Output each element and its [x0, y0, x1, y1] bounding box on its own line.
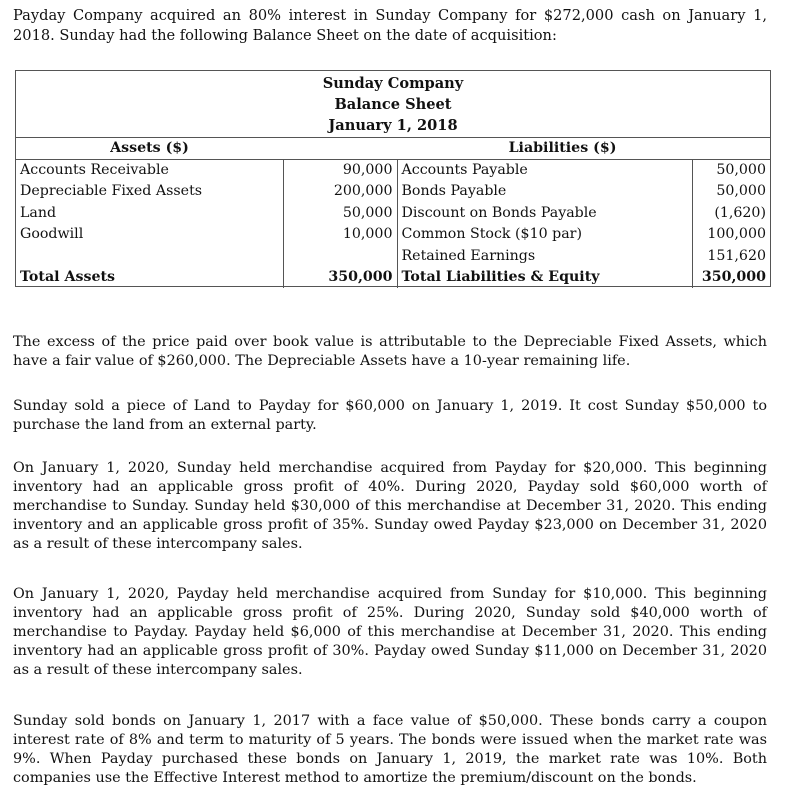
- liability-label: Retained Earnings: [397, 245, 692, 267]
- liabilities-header: Liabilities ($): [397, 138, 692, 160]
- table-row: [16, 202, 770, 224]
- paragraph-upstream-inventory: On January 1, 2020, Payday held merchandise acquired from Sunday for $10,000. This beginning inventory had an applicable gross profit of 25%. During 2020, Sunday sold $40,000 worth of merchandise to Payday. Payday held $6,000 of this merchandise at December 31, 2020. This ending inventory had an applicable gross profit of 30%. Payday owed Sunday $11,000 on December 31, 2020 as a result of these intercompany sales.: [13, 586, 767, 678]
- asset-value: 10,000: [283, 224, 397, 246]
- paragraph-bonds: Sunday sold bonds on January 1, 2017 with a face value of $50,000. These bonds carry a coupon interest rate of 8% and term to maturity of 5 years. The bonds were issued when the market rate was 9%. When Payday purchased these bonds on January 1, 2019, the market rate was 10%. Both companies use the Effective Interest method to amortize the premium/discount on the bonds.: [13, 713, 767, 786]
- liability-label: Accounts Payable: [397, 159, 692, 181]
- paragraph-downstream-inventory: On January 1, 2020, Sunday held merchandise acquired from Payday for $20,000. This beginning inventory had an applicable gross profit of 40%. During 2020, Payday sold $60,000 worth of merchandise to Sunday. Sunday held $30,000 of this merchandise at December 31, 2020. This ending inventory and an applicable gross profit of 35%. Sunday owed Payday $23,000 on December 31, 2020 as a result of these intercompany sales.: [13, 460, 767, 552]
- liability-label: Discount on Bonds Payable: [397, 202, 692, 224]
- liability-label: Bonds Payable: [397, 181, 692, 203]
- asset-value: [283, 245, 397, 267]
- table-row: [16, 245, 770, 267]
- asset-value: 50,000: [283, 202, 397, 224]
- balance-sheet-title: Balance Sheet: [334, 96, 452, 113]
- assets-header: Assets ($): [16, 138, 283, 160]
- liability-value: 151,620: [692, 245, 770, 267]
- total-assets-value: 350,000: [283, 267, 397, 289]
- total-assets-label: Total Assets: [20, 269, 116, 286]
- paragraph-excess-price: The excess of the price paid over book value is attributable to the Depreciable Fixed Assets, which have a fair value of $260,000. The Depreciable Assets have a 10-year remaining life.: [13, 334, 767, 369]
- liability-value: 100,000: [692, 224, 770, 246]
- asset-value: 200,000: [283, 181, 397, 203]
- liability-value: 50,000: [692, 181, 770, 203]
- asset-value: 90,000: [283, 159, 397, 181]
- total-liabilities-value: 350,000: [692, 267, 770, 289]
- asset-label: Accounts Receivable: [20, 162, 169, 178]
- balance-sheet: [15, 70, 771, 287]
- asset-label: [16, 245, 283, 267]
- asset-label: Depreciable Fixed Assets: [20, 183, 203, 200]
- total-row: [16, 267, 770, 289]
- asset-label: Goodwill: [20, 226, 84, 243]
- table-header-row: [16, 138, 770, 160]
- liability-value: (1,620): [692, 202, 770, 224]
- asset-label: Land: [20, 204, 57, 221]
- liability-value: 50,000: [692, 159, 770, 181]
- liability-label: Common Stock ($10 par): [397, 224, 692, 246]
- balance-sheet-date: January 1, 2018: [328, 117, 458, 134]
- balance-sheet-table: [16, 137, 770, 288]
- intro-paragraph: Payday Company acquired an 80% interest in Sunday Company for $272,000 cash on January 1, 2018. Sunday had the following Balance Sheet on the date of acquisition:: [13, 7, 767, 44]
- total-liabilities-label: Total Liabilities & Equity: [397, 267, 692, 289]
- paragraph-land-sale: Sunday sold a piece of Land to Payday for $60,000 on January 1, 2019. It cost Sunday $50,000 to purchase the land from an external party.: [13, 398, 767, 433]
- table-row: [16, 224, 770, 246]
- table-row: [16, 159, 770, 181]
- balance-sheet-company: Sunday Company: [322, 75, 464, 92]
- table-row: [16, 181, 770, 203]
